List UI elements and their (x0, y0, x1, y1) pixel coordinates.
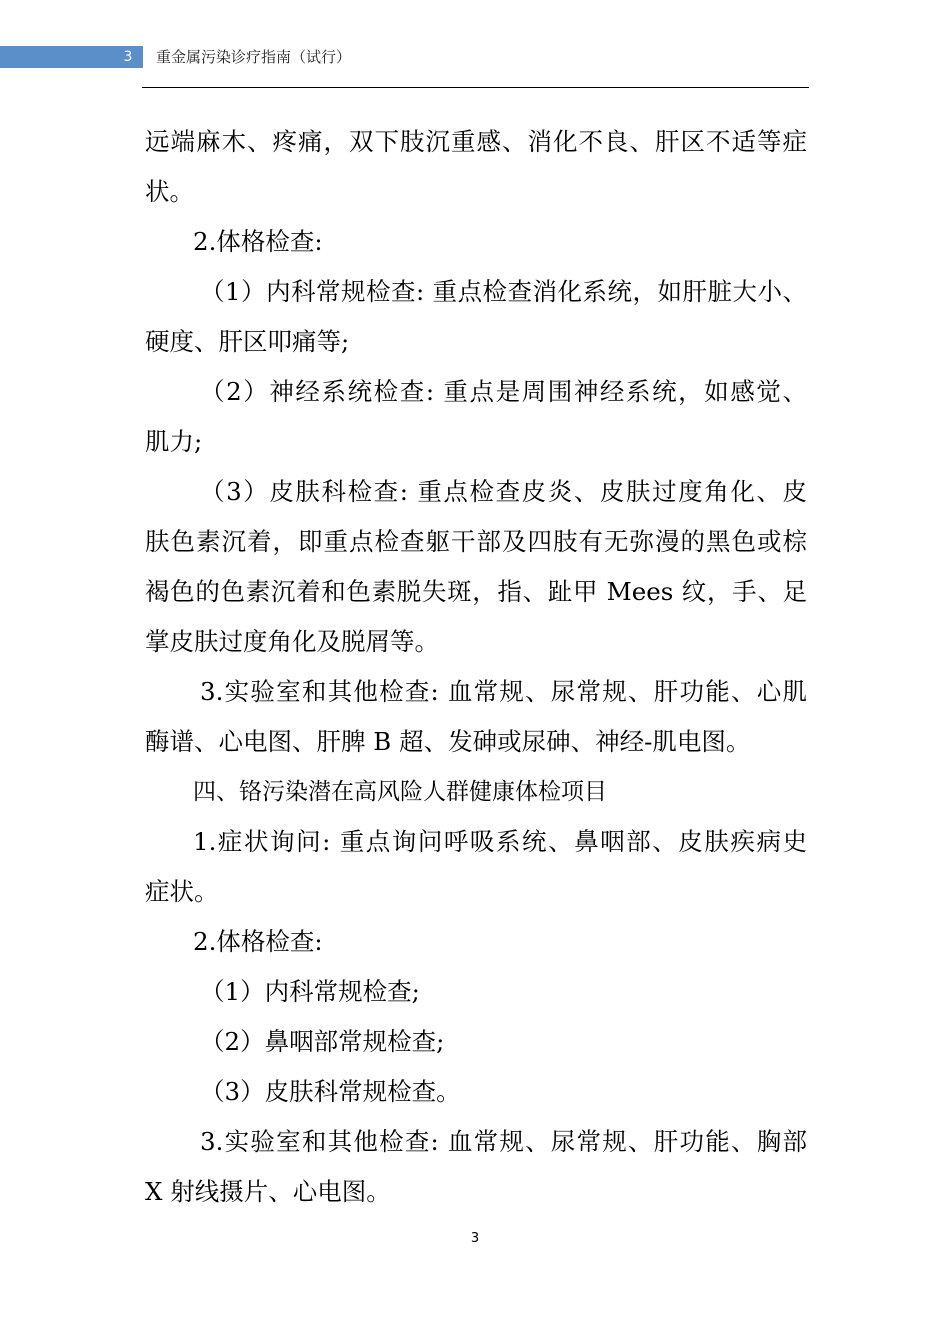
section-heading: 四、铬污染潜在高风险人群健康体检项目 (193, 779, 607, 805)
sub-item: （1）内科常规检查: 重点检查消化系统，如肝脏大小、 (200, 277, 807, 306)
section-item: 2.体格检查: (193, 927, 323, 956)
body-line: 状。 (145, 177, 194, 206)
section-item: 1.症状询问: 重点询问呼吸系统、鼻咽部、皮肤疾病史 (193, 827, 807, 856)
sub-item: （3）皮肤科检查: 重点检查皮炎、皮肤过度角化、皮 (200, 477, 807, 506)
body-line: 掌皮肤过度角化及脱屑等。 (145, 627, 439, 656)
sub-item: （3）皮肤科常规检查。 (200, 1077, 461, 1106)
body-line: 褐色的色素沉着和色素脱失斑，指、趾甲 Mees 纹，手、足 (145, 577, 807, 606)
document-body (145, 117, 807, 1217)
body-line: 酶谱、心电图、肝脾 B 超、发砷或尿砷、神经-肌电图。 (145, 727, 751, 756)
section-item: 3.实验室和其他检查: 血常规、尿常规、肝功能、心肌 (200, 677, 807, 706)
body-line: 肌力; (145, 427, 203, 456)
header-rule (142, 87, 809, 88)
header-page-number: 3 (123, 49, 133, 65)
body-line: X 射线摄片、心电图。 (145, 1177, 391, 1206)
section-item: 2.体格检查: (193, 227, 323, 256)
body-line: 症状。 (145, 877, 219, 906)
sub-item: （2）神经系统检查: 重点是周围神经系统，如感觉、 (200, 377, 807, 406)
section-item: 3.实验室和其他检查: 血常规、尿常规、肝功能、胸部 (200, 1127, 807, 1156)
body-line: 远端麻木、疼痛，双下肢沉重感、消化不良、肝区不适等症 (145, 127, 807, 156)
body-line: 硬度、肝区叩痛等; (145, 327, 350, 356)
sub-item: （1）内科常规检查; (200, 977, 420, 1006)
header-title: 重金属污染诊疗指南（试行） (156, 48, 352, 66)
footer-page-number: 3 (470, 1231, 480, 1246)
sub-item: （2）鼻咽部常规检查; (200, 1027, 445, 1056)
body-line: 肤色素沉着，即重点检查躯干部及四肢有无弥漫的黑色或棕 (145, 527, 807, 556)
